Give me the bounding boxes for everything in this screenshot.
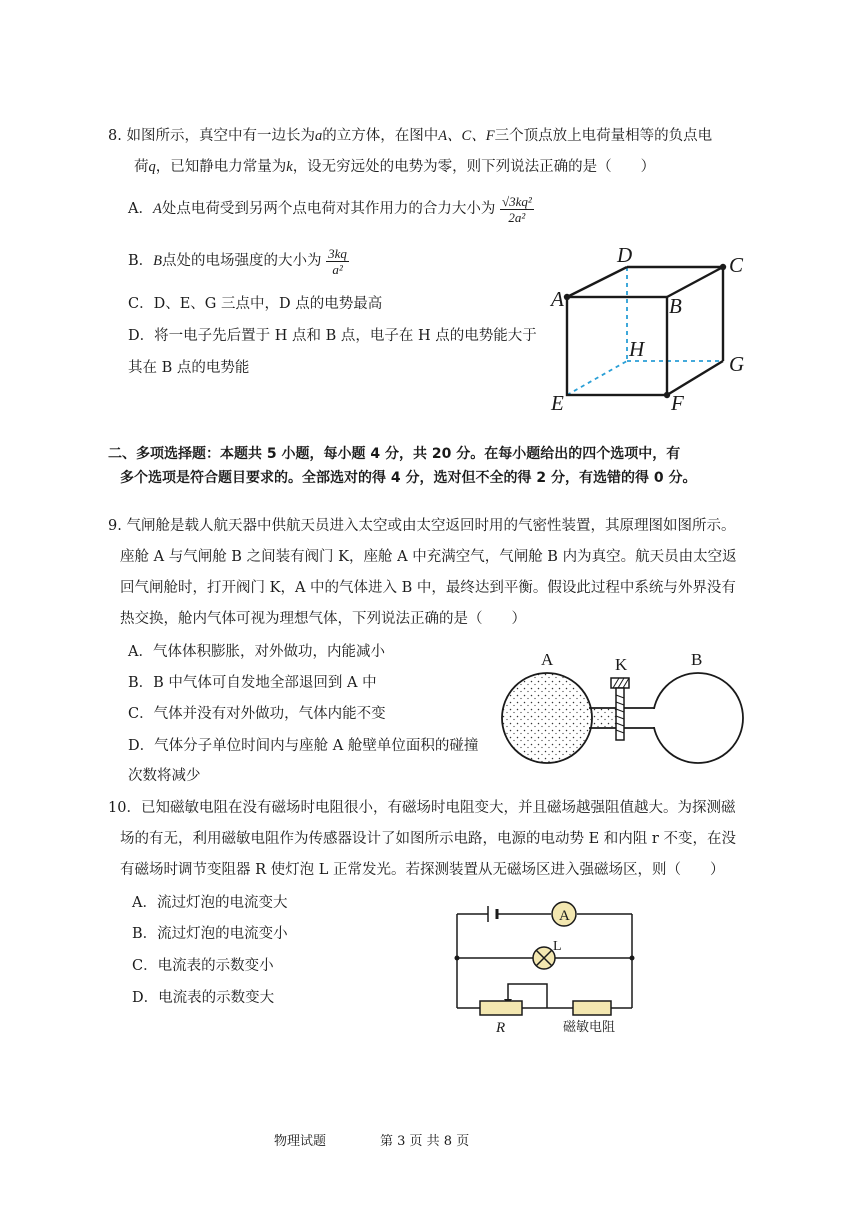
cube-figure (545, 240, 760, 415)
q9-line1: 9. 气闸舱是载人航天器中供航天员进入太空或由太空返回时用的气密性装置，其原理图如图所示。 (108, 518, 736, 534)
charge-A (564, 294, 570, 300)
label-E: E (551, 391, 564, 415)
footer-subject: 物理试题 (274, 1134, 327, 1149)
q9-option-c: C．气体并没有对外做功，气体内能不变 (128, 706, 386, 722)
label-G: G (729, 352, 745, 376)
q10-option-a: A．流过灯泡的电流变大 (132, 895, 288, 911)
lamp-label: L (553, 939, 562, 954)
edge-AD (567, 267, 627, 297)
label-D: D (617, 243, 633, 267)
q9-option-d-line1: D．气体分子单位时间内与座舱 A 舱壁单位面积的碰撞 (128, 738, 479, 754)
q8-option-d-line1: D．将一电子先后置于 H 点和 B 点，电子在 H 点的电势能大于 (128, 328, 537, 344)
charge-C (720, 264, 726, 270)
q10-line1: 10．已知磁敏电阻在没有磁场时电阻很小，有磁场时电阻变大，并且磁场越强阻值越大。为探测磁 (108, 800, 736, 816)
q10-line3: 有磁场时调节变阻器 R 使灯泡 L 正常发光。若探测装置从无磁场区进入强磁场区，则（ ） (120, 862, 725, 878)
q8-option-b: B．B点处的电场强度的大小为 $\frac{3kq}{\text{a²}}$ (128, 245, 347, 277)
label-H: H (629, 337, 645, 361)
label-B: B (669, 294, 682, 318)
q10-option-d: D．电流表的示数变大 (132, 990, 275, 1006)
ammeter-label: A (559, 908, 570, 924)
label-C: C (729, 253, 744, 277)
rheostat (480, 1001, 522, 1015)
q8-line1: 8. 如图所示，真空中有一边长为a的立方体，在图中A、C、F三个顶点放上电荷量相等的负点电 (108, 128, 713, 144)
q10-option-b: B．流过灯泡的电流变小 (132, 926, 288, 942)
q9-line2: 座舱 A 与气闸舱 B 之间装有阀门 K，座舱 A 中充满空气，气闸舱 B 内为真空。航天员由太空返 (120, 549, 737, 565)
label-chamber-B: B (691, 650, 703, 669)
q9-line3: 回气闸舱时，打开阀门 K，A 中的气体进入 B 中，最终达到平衡。假设此过程中系统与外界没有 (120, 580, 736, 596)
footer-page-number: 第 3 页 共 8 页 (380, 1134, 470, 1149)
q8-optA-fraction: $\frac{\text{√3kq²}}{\text{2a²}}$ (501, 193, 532, 225)
q8-option-c: C．D、E、G 三点中，D 点的电势最高 (128, 296, 383, 312)
section-2-heading-line2: 多个选项是符合题目要求的。全部选对的得 4 分，选对但不全的得 2 分，有选错的得 0 分。 (120, 470, 697, 486)
q9-option-a: A．气体体积膨胀，对外做功，内能减小 (128, 644, 385, 660)
label-valve-K: K (615, 655, 628, 674)
label-chamber-A: A (541, 650, 554, 669)
q10-line2: 场的有无，利用磁敏电阻作为传感器设计了如图所示电路，电源的电动势 E 和内阻 r 不变，在没 (120, 831, 736, 847)
rheostat-label: R (496, 1020, 506, 1036)
section-2-heading-line1: 二、多项选择题：本题共 5 小题，每小题 4 分，共 20 分。在每小题给出的四个选项中，有 (108, 446, 681, 462)
edge-EH (567, 361, 627, 395)
airlock-figure (495, 645, 755, 775)
chamber-A (502, 673, 592, 763)
q8-option-a: A．A处点电荷受到另两个点电荷对其作用力的合力大小为 $\frac{\text{√3kq²}}{\text{2a²}}$ (128, 193, 532, 225)
chamber-B (653, 673, 743, 763)
circuit-figure (450, 897, 640, 1037)
q9-option-d-line2: 次数将减少 (128, 768, 201, 784)
q10-option-c: C．电流表的示数变小 (132, 958, 274, 974)
magnetoresistor-label: 磁敏电阻 (563, 1020, 616, 1035)
label-F: F (671, 391, 684, 415)
q8-option-d-line2: 其在 B 点的电势能 (128, 360, 250, 376)
charge-F (664, 392, 670, 398)
q8-optB-fraction: $\frac{3kq}{\text{a²}}$ (328, 245, 347, 277)
q9-option-b: B．B 中气体可自发地全部退回到 A 中 (128, 675, 377, 691)
q8-line2: 荷q，已知静电力常量为k，设无穷远处的电势为零，则下列说法正确的是（ ） (134, 159, 656, 175)
label-A: A (551, 287, 564, 311)
edge-BC (667, 267, 723, 297)
front-face (567, 297, 667, 395)
q8-number: 8. (108, 128, 122, 144)
magnetoresistor (573, 1001, 611, 1015)
q9-line4: 热交换，舱内气体可视为理想气体，下列说法正确的是（ ） (120, 611, 526, 627)
edge-FG (667, 361, 723, 395)
